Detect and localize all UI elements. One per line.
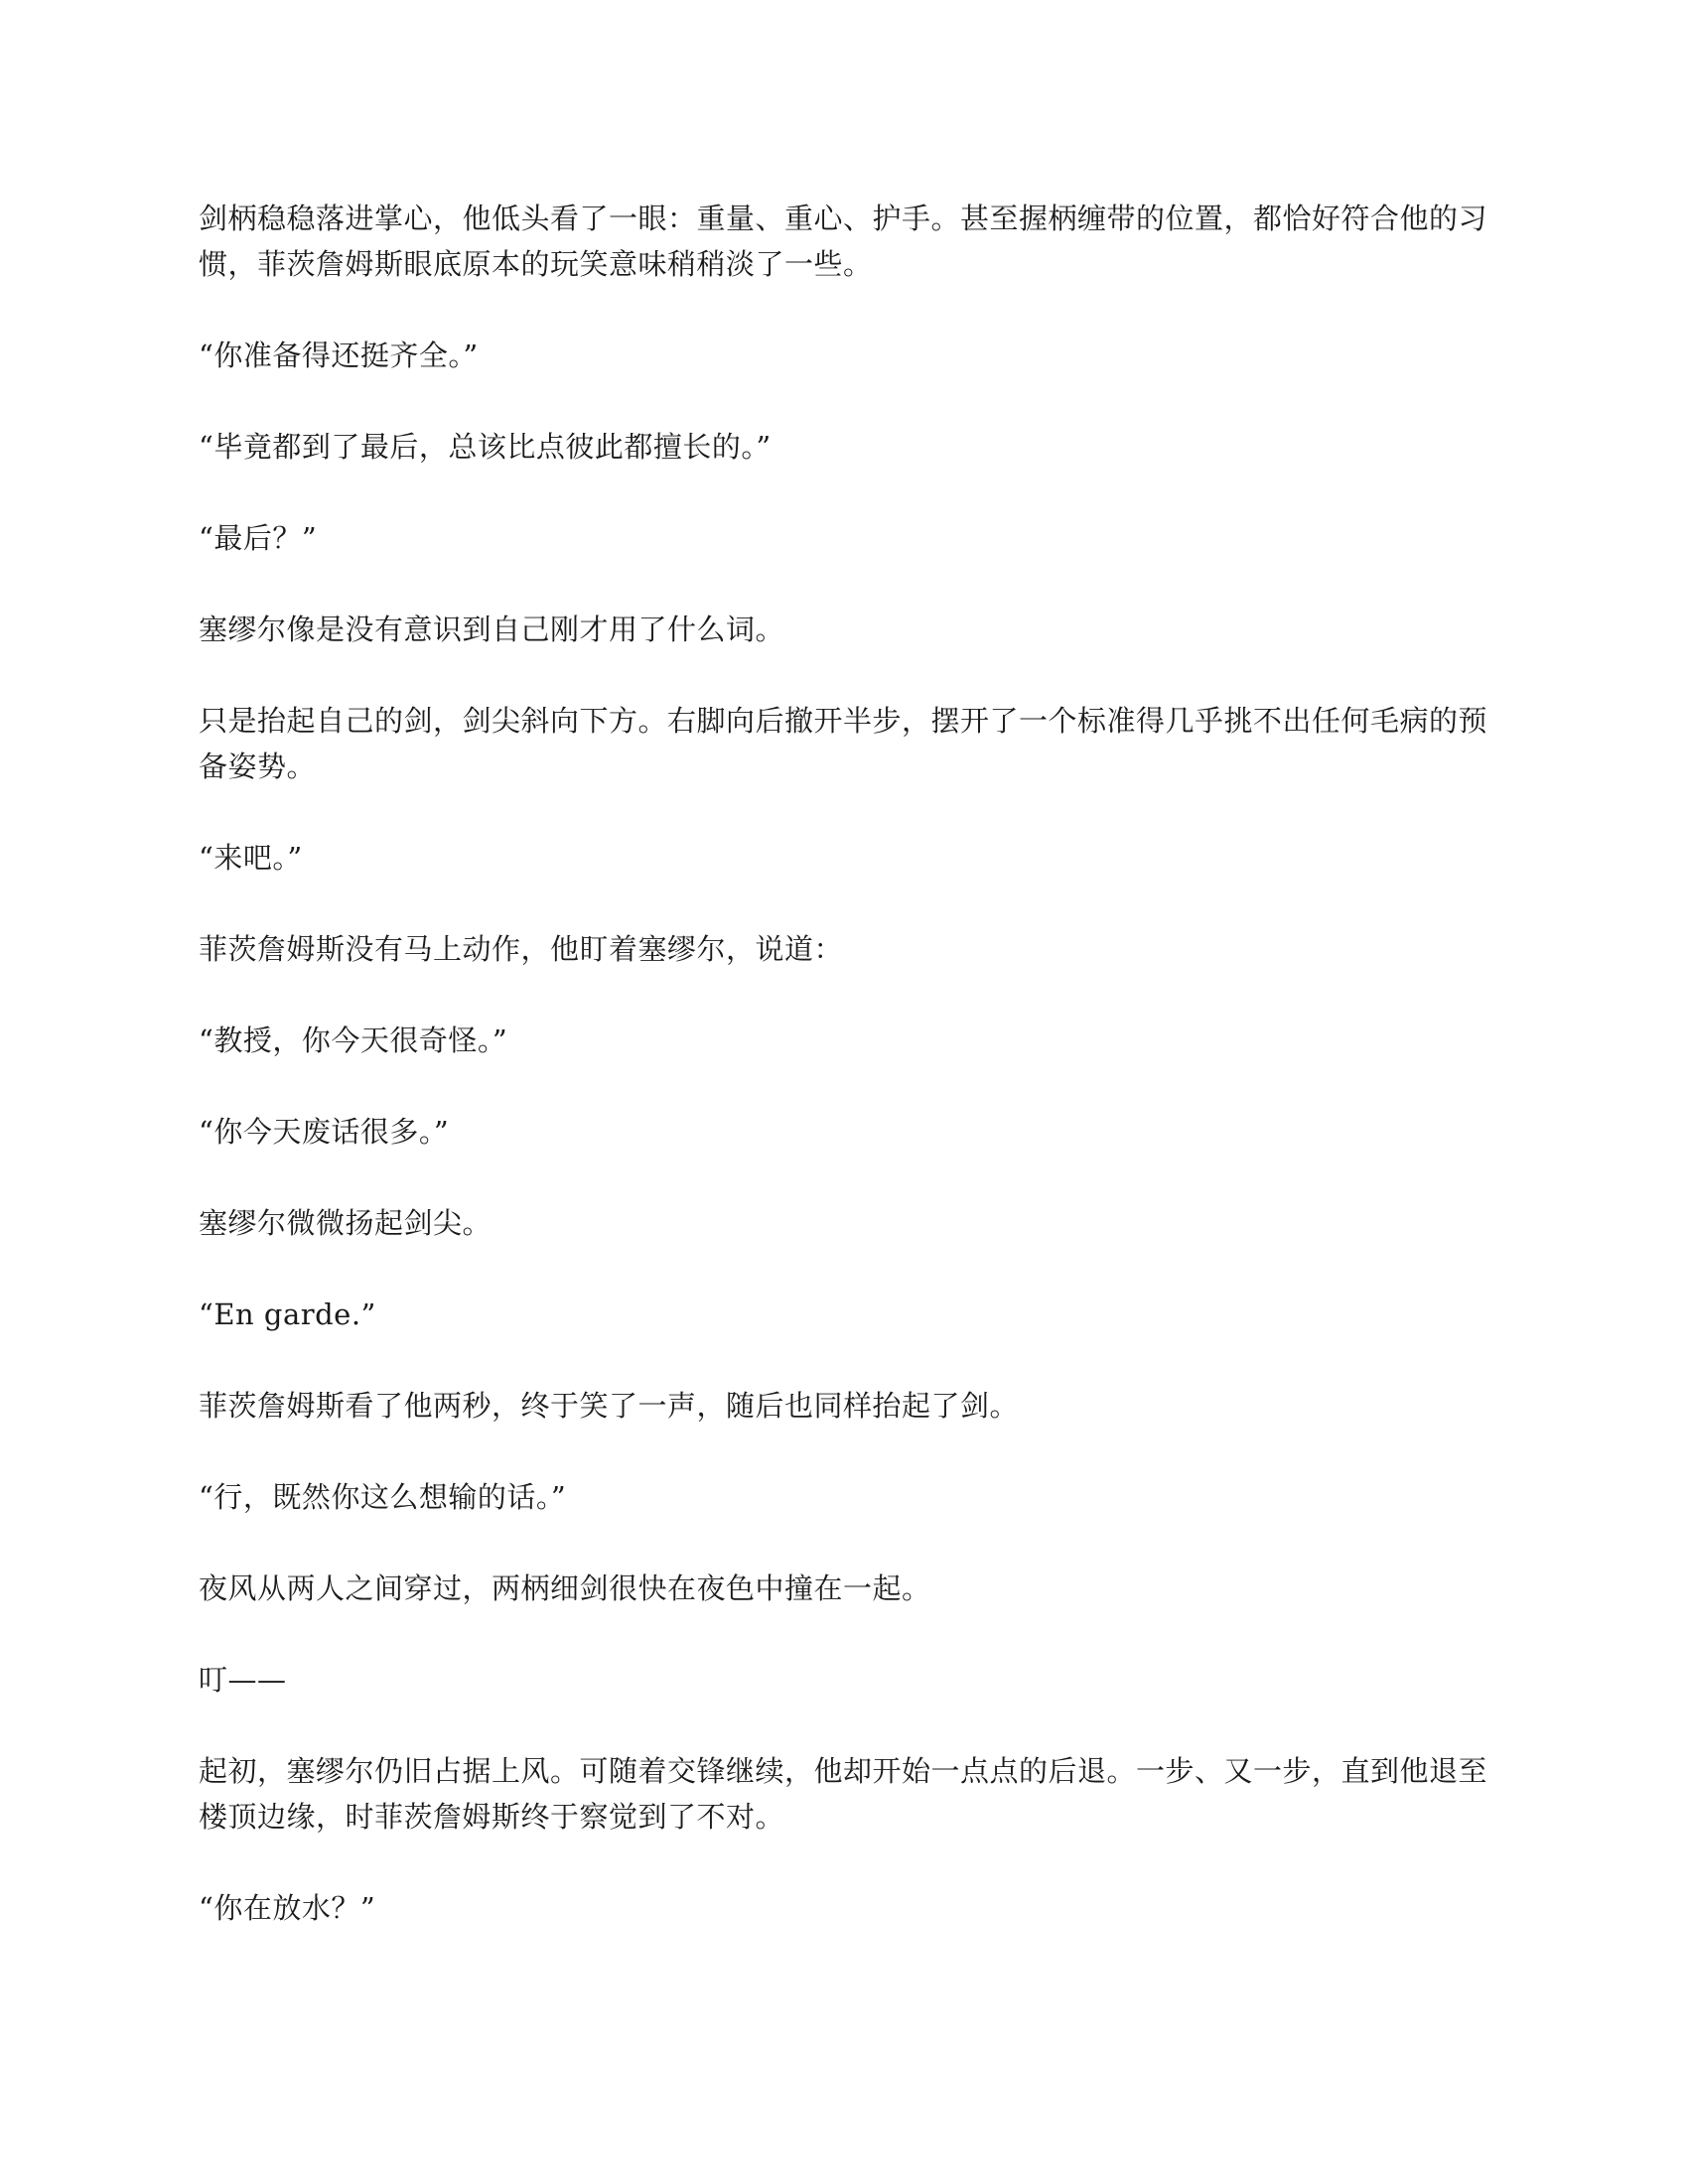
paragraph: 菲茨詹姆斯没有马上动作，他盯着塞缪尔，说道：: [199, 932, 844, 966]
paragraph: “最后？”: [199, 521, 318, 555]
paragraph: 叮——: [199, 1663, 287, 1697]
paragraph: “教授，你今天很奇怪。”: [199, 1024, 508, 1057]
paragraph: 塞缪尔像是没有意识到自己刚才用了什么词。: [199, 613, 785, 646]
paragraph: 起初，塞缪尔仍旧占据上风。可随着交锋继续，他却开始一点点的后退。一步、又一步，直到他退至楼顶边缘，时菲茨詹姆斯终于察觉到了不对。: [199, 1754, 1488, 1834]
paragraph: “En garde.”: [199, 1297, 376, 1331]
paragraph: 只是抬起自己的剑，剑尖斜向下方。右脚向后撤开半步，摆开了一个标准得几乎挑不出任何毛病的预备姿势。: [199, 704, 1488, 783]
paragraph: “你今天废话很多。”: [199, 1115, 450, 1149]
paragraph: “你准备得还挺齐全。”: [199, 339, 479, 372]
paragraph: 菲茨詹姆斯看了他两秒，终于笑了一声，随后也同样抬起了剑。: [199, 1389, 1020, 1423]
paragraph: 塞缪尔微微扬起剑尖。: [199, 1206, 492, 1240]
paragraph: 夜风从两人之间穿过，两柄细剑很快在夜色中撞在一起。: [199, 1571, 931, 1605]
paragraph: “你在放水？”: [199, 1891, 376, 1925]
paragraph: 剑柄稳稳落进掌心，他低头看了一眼：重量、重心、护手。甚至握柄缠带的位置，都恰好符合他的习惯，菲茨詹姆斯眼底原本的玩笑意味稍稍淡了一些。: [199, 202, 1488, 281]
paragraph: “来吧。”: [199, 841, 303, 875]
paragraph: “毕竟都到了最后，总该比点彼此都擅长的。”: [199, 430, 772, 464]
paragraph: “行，既然你这么想输的话。”: [199, 1480, 567, 1514]
document-body: [199, 196, 1489, 1977]
